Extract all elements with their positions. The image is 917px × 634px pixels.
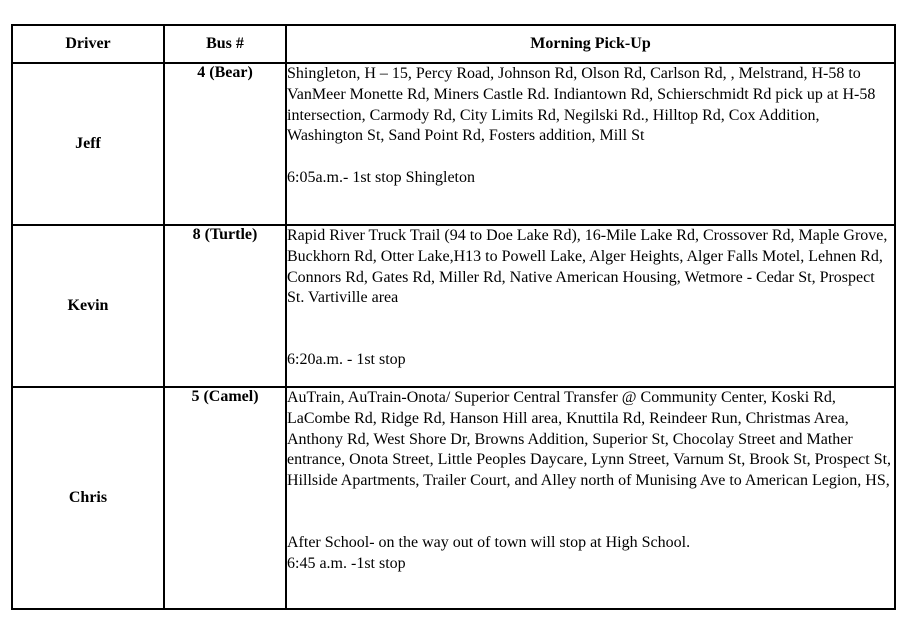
- first-stop-time: 6:45 a.m. -1st stop: [287, 554, 406, 572]
- bus-cell: 5 (Camel): [164, 387, 286, 609]
- after-school-note: After School- on the way out of town will stop at High School.: [287, 533, 691, 551]
- pickup-cell: [286, 387, 895, 609]
- pickup-cell: [286, 225, 895, 387]
- first-stop-time: 6:05a.m.- 1st stop Shingleton: [287, 169, 475, 187]
- route-text: Rapid River Truck Trail (94 to Doe Lake Rd), 16-Mile Lake Rd, Crossover Rd, Maple Grove, Buckhorn Rd, Otter Lake,H13 to Powell Lake, Alger Heights, Alger Falls Motel, Lehnen Rd, Connors Rd, Gates Rd, Miller Rd, Native American Housing, Wetmore - Cedar St, Prospect St. Vartiville area: [287, 227, 888, 307]
- header-row: [12, 25, 895, 63]
- table-row: [12, 63, 895, 225]
- first-stop-time: 6:20a.m. - 1st stop: [287, 351, 406, 369]
- bus-schedule-table: [11, 24, 896, 610]
- header-bus: Bus #: [164, 25, 286, 63]
- bus-cell: 4 (Bear): [164, 63, 286, 225]
- driver-cell: Chris: [12, 387, 164, 609]
- pickup-cell: [286, 63, 895, 225]
- driver-cell: Jeff: [12, 63, 164, 225]
- route-text: AuTrain, AuTrain-Onota/ Superior Central Transfer @ Community Center, Koski Rd, LaCombe Rd, Ridge Rd, Hanson Hill area, Knuttila Rd, Reindeer Run, Christmas Area, Anthony Rd, West Shore Dr, Browns Addition, Superior St, Chocolay Street and Mather entrance, Onota Street, Little Peoples Daycare, Lynn Street, Varnum St, Brook St, Prospect St, Hillside Apartments, Trailer Court, and Alley north of Munising Ave to American Legion, HS,: [287, 389, 892, 490]
- table-row: [12, 225, 895, 387]
- driver-cell: Kevin: [12, 225, 164, 387]
- route-text: Shingleton, H – 15, Percy Road, Johnson Rd, Olson Rd, Carlson Rd, , Melstrand, H-58 to VanMeer Monette Rd, Miners Castle Rd. Indiantown Rd, Schierschmidt Rd pick up at H-58 intersection, Carmody Rd, City Limits Rd, Negilski Rd., Hilltop Rd, Cox Addition, Washington St, Sand Point Rd, Fosters addition, Mill St: [287, 65, 876, 145]
- header-pickup: Morning Pick-Up: [286, 25, 895, 63]
- table-row: [12, 387, 895, 609]
- header-driver: Driver: [12, 25, 164, 63]
- bus-cell: 8 (Turtle): [164, 225, 286, 387]
